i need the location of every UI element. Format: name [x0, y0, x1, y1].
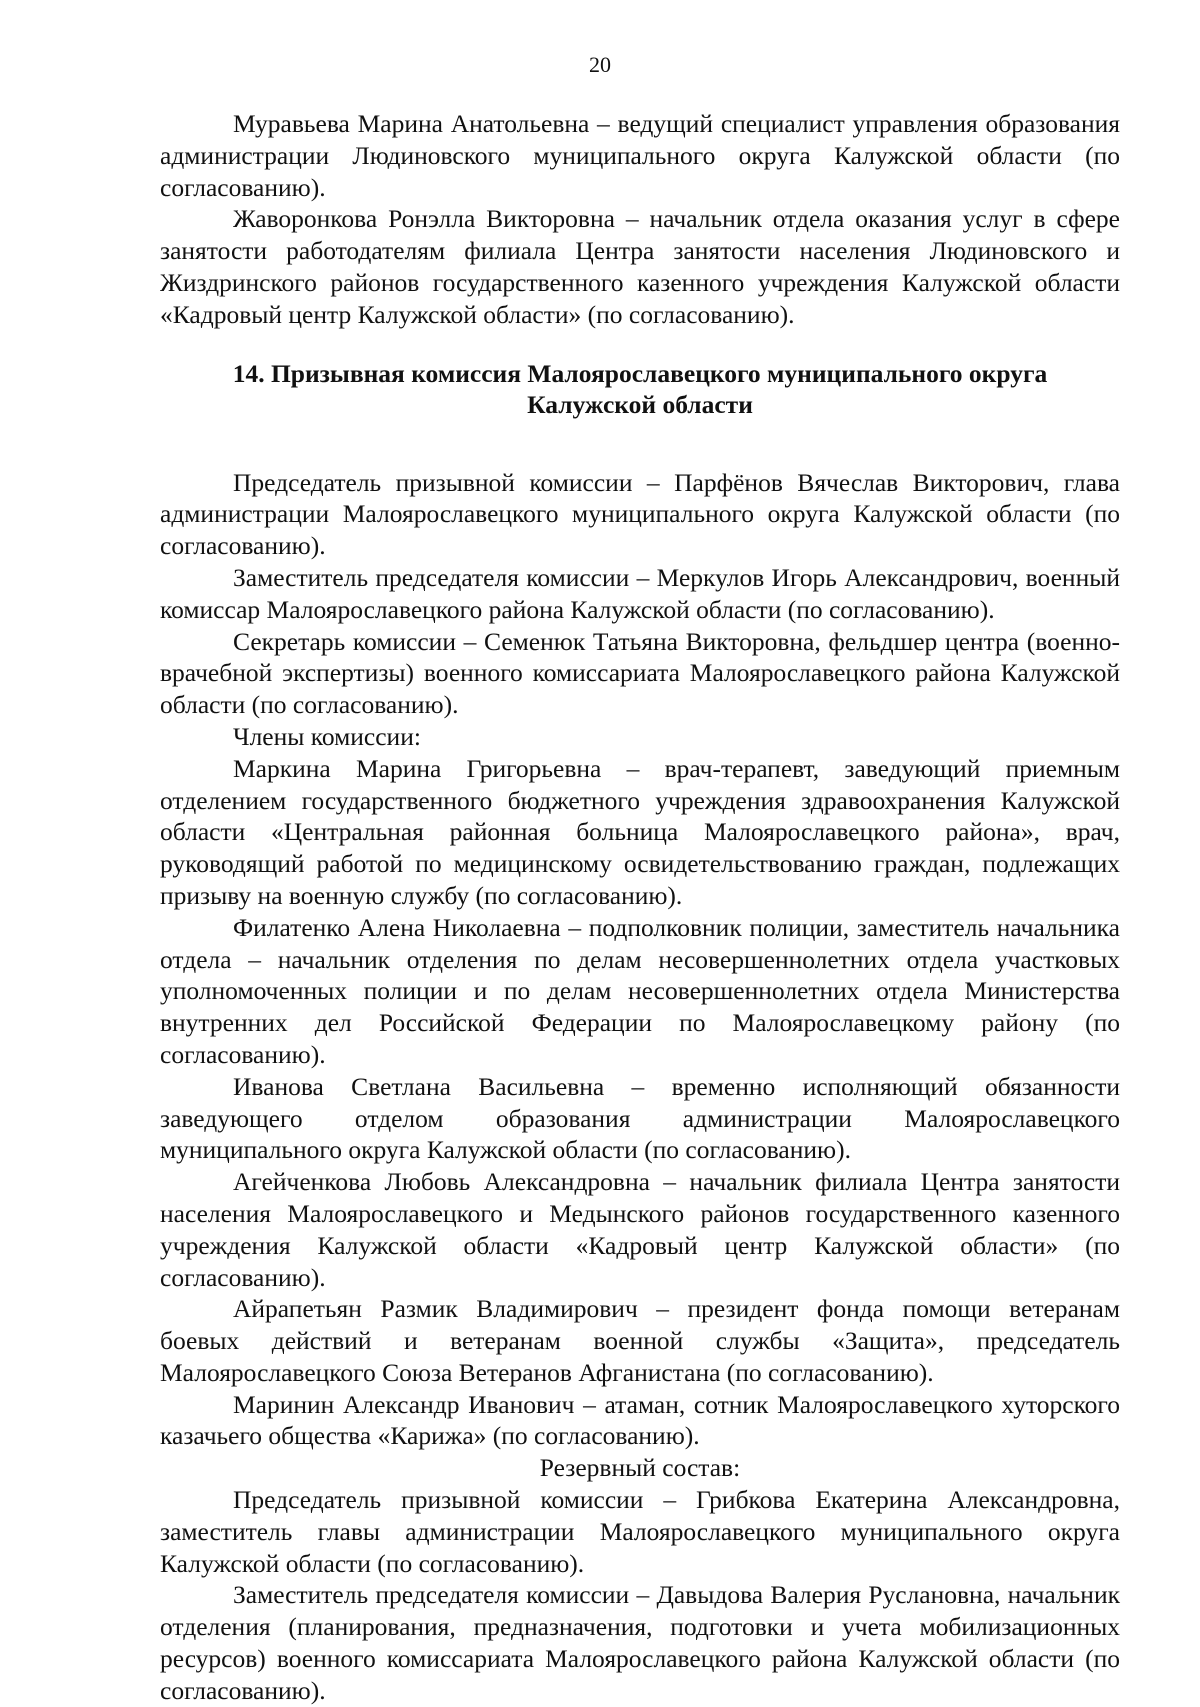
paragraph-marinin: Маринин Александр Иванович – атаман, сотник Малоярославецкого хуторского казачьего общества «Карижа» (по согласованию). — [160, 1389, 1120, 1451]
paragraph-markina: Маркина Марина Григорьевна – врач-терапевт, заведующий приемным отделением государственного бюджетного учреждения здравоохранения Калужской области «Центральная районная больница Малоярославецкого района», врач, руководящий работой по медицинскому освидетельствованию граждан, подлежащих призыву на военную службу (по согласованию). — [160, 753, 1120, 910]
paragraph-zhavoronkova: Жаворонкова Ронэлла Викторовна – начальник отдела оказания услуг в сфере занятости работодателям филиала Центра занятости населения Людиновского и Жиздринского районов государственного казенного учреждения Калужской области «Кадровый центр Калужской области» (по согласованию). — [160, 204, 1120, 329]
paragraph-muravyeva: Муравьева Марина Анатольевна – ведущий специалист управления образования администрации Людиновского муниципального округа Калужской области (по согласованию). — [160, 109, 1120, 202]
paragraph-ageychenkova: Агейченкова Любовь Александровна – начальник филиала Центра занятости населения Малоярославецкого и Медынского районов государственного казенного учреждения Калужской области «Кадровый центр Калужской области» (по согласованию). — [160, 1167, 1120, 1292]
paragraph-secretary: Секретарь комиссии – Семенюк Татьяна Викторовна, фельдшер центра (военно-врачебной экспертизы) военного комиссариата Малоярославецкого района Калужской области (по согласованию). — [160, 626, 1120, 720]
paragraph-reserve-chairman: Председатель призывной комиссии – Грибкова Екатерина Александровна, заместитель главы администрации Малоярославецкого муниципального округа Калужской области (по согласованию). — [160, 1485, 1120, 1578]
paragraph-ivanova: Иванова Светлана Васильевна – временно исполняющий обязанности заведующего отделом образования администрации Малоярославецкого муниципального округа Калужской области (по согласованию). — [160, 1071, 1120, 1165]
paragraph-deputy-chairman: Заместитель председателя комиссии – Меркулов Игорь Александрович, военный комиссар Малоярославецкого района Калужской области (по согласованию). — [160, 562, 1120, 624]
reserve-title: Резервный состав: — [539, 1453, 741, 1483]
section-heading — [160, 358, 1120, 421]
section-heading-line1: 14. Призывная комиссия Малоярославецкого муниципального округа — [232, 358, 1048, 388]
document-body — [160, 108, 1120, 1707]
paragraph-filatenko: Филатенко Алена Николаевна – подполковник полиции, заместитель начальника отдела – начальник отделения по делам несовершеннолетних отдела участковых уполномоченных полиции и по делам несовершеннолетних отдела Министерства внутренних дел Российской Федерации по Малоярославецкому району (по согласованию). — [160, 912, 1120, 1069]
page-number: 20 — [589, 52, 611, 77]
paragraph-reserve-deputy: Заместитель председателя комиссии – Давыдова Валерия Руслановна, начальник отделения (планирования, предназначения, подготовки и учета мобилизационных ресурсов) военного комиссариата Малоярославецкого района Калужской области (по согласованию). — [160, 1580, 1120, 1705]
paragraph-chairman: Председатель призывной комиссии – Парфёнов Вячеслав Викторович, глава администрации Малоярославецкого муниципального округа Калужской области (по согласованию). — [160, 467, 1120, 561]
paragraph-members-label: Члены комиссии: — [233, 721, 421, 751]
section-heading-line2: Калужской области — [527, 390, 753, 420]
paragraph-ayrapetyan: Айрапетьян Размик Владимирович – президент фонда помощи ветеранам боевых действий и ветеранам военной службы «Защита», председатель Малоярославецкого Союза Ветеранов Афганистана (по согласованию). — [160, 1294, 1120, 1387]
